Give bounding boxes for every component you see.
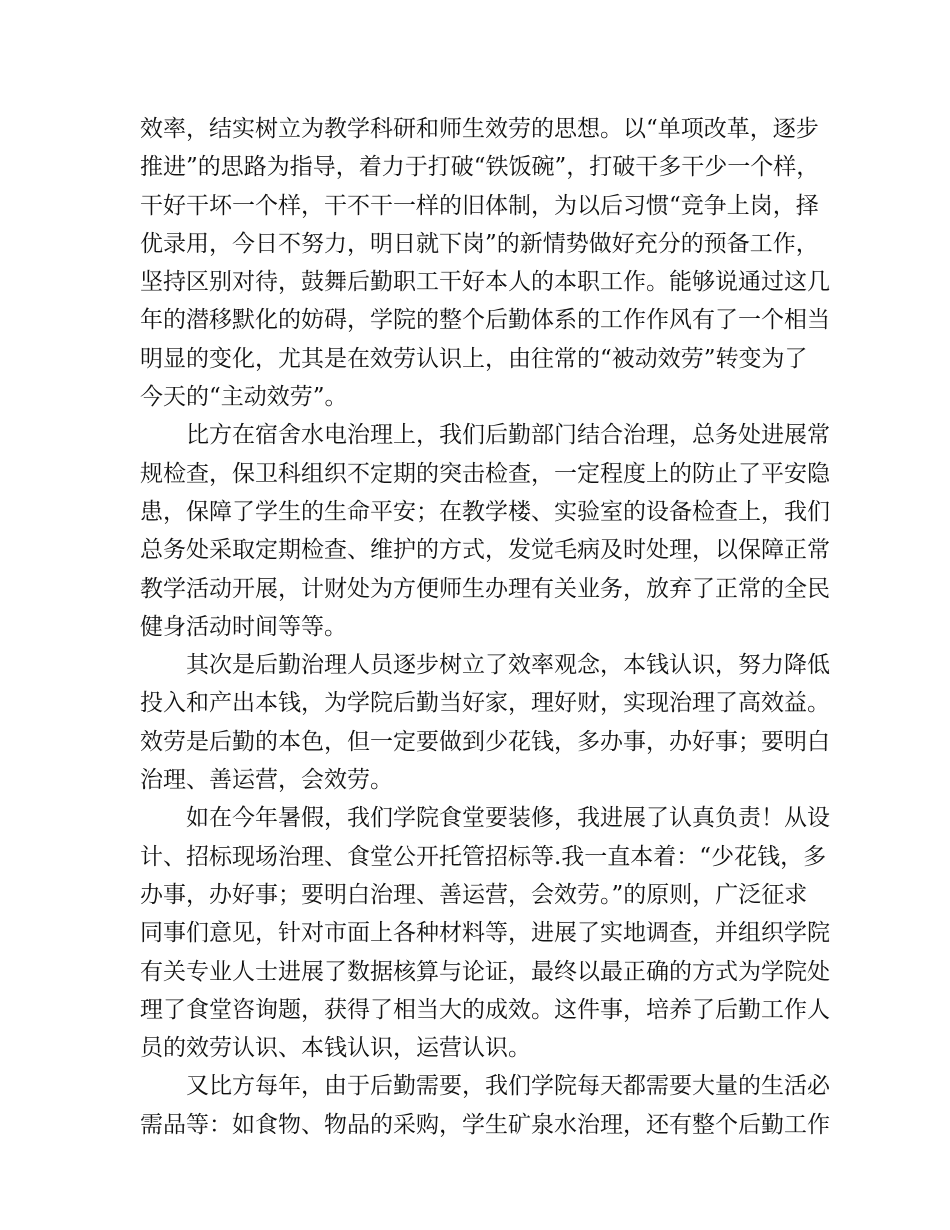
- text-line: 治理、善运营，会效劳。: [140, 767, 393, 794]
- text-line: 员的效劳认识、本钱认识，运营认识。: [140, 1035, 531, 1062]
- text-line: 计、招标现场治理、食堂公开托管招标等.我一直本着：“少花钱，多: [140, 843, 827, 870]
- text-line: 总务处采取定期检查、维护的方式，发觉毛病及时处理，以保障正常: [140, 537, 830, 564]
- text-line: 明显的变化，尤其是在效劳认识上，由往常的“被动效劳”转变为了: [140, 345, 808, 372]
- text-line: 其次是后勤治理人员逐步树立了效率观念，本钱认识，努力降低: [186, 652, 830, 679]
- text-line: 今天的“主动效劳”。: [140, 384, 348, 411]
- text-line: 投入和产出本钱，为学院后勤当好家，理好财，实现治理了高效益。: [140, 690, 830, 717]
- paragraph: [140, 110, 830, 416]
- paragraph: [140, 799, 830, 1067]
- text-line: 办事，办好事；要明白治理、善运营，会效劳。”的原则，广泛征求: [140, 881, 808, 908]
- text-line: 干好干坏一个样，干不干一样的旧体制，为以后习惯“竞争上岗，择: [140, 192, 819, 219]
- document-body: [140, 110, 830, 1144]
- text-line: 患，保障了学生的生命平安；在教学楼、实验室的设备检查上，我们: [140, 498, 830, 525]
- text-line: 比方在宿舍水电治理上，我们后勤部门结合治理，总务处进展常: [186, 422, 830, 449]
- paragraph: [140, 416, 830, 646]
- text-line: 健身活动时间等等。: [140, 613, 347, 640]
- text-line: 理了食堂咨询题，获得了相当大的成效。这件事，培养了后勤工作人: [140, 996, 830, 1023]
- text-line: 优录用，今日不努力，明日就下岗”的新情势做好充分的预备工作，: [140, 230, 819, 257]
- text-line: 需品等：如食物、物品的采购，学生矿泉水治理，还有整个后勤工作: [140, 1111, 830, 1138]
- text-line: 规检查，保卫科组织不定期的突击检查，一定程度上的防止了平安隐: [140, 460, 830, 487]
- text-line: 如在今年暑假，我们学院食堂要装修，我进展了认真负责！从设: [186, 805, 830, 832]
- text-line: 年的潜移默化的妨碍，学院的整个后勤体系的工作作风有了一个相当: [140, 307, 830, 334]
- paragraph: [140, 1067, 830, 1144]
- text-line: 同事们意见，针对市面上各种材料等，进展了实地调查，并组织学院: [140, 920, 830, 947]
- paragraph: [140, 646, 830, 799]
- text-line: 又比方每年，由于后勤需要，我们学院每天都需要大量的生活必: [186, 1073, 830, 1100]
- text-line: 教学活动开展，计财处为方便师生办理有关业务，放弃了正常的全民: [140, 575, 830, 602]
- text-line: 推进”的思路为指导，着力于打破“铁饭碗”，打破干多干少一个样，: [140, 154, 820, 181]
- text-line: 效劳是后勤的本色，但一定要做到少花钱，多办事，办好事；要明白: [140, 728, 830, 755]
- text-line: 坚持区别对待，鼓舞后勤职工干好本人的本职工作。能够说通过这几: [140, 269, 830, 296]
- text-line: 效率，结实树立为教学科研和师生效劳的思想。以“单项改革，逐步: [140, 116, 819, 142]
- text-line: 有关专业人士进展了数据核算与论证，最终以最正确的方式为学院处: [140, 958, 830, 985]
